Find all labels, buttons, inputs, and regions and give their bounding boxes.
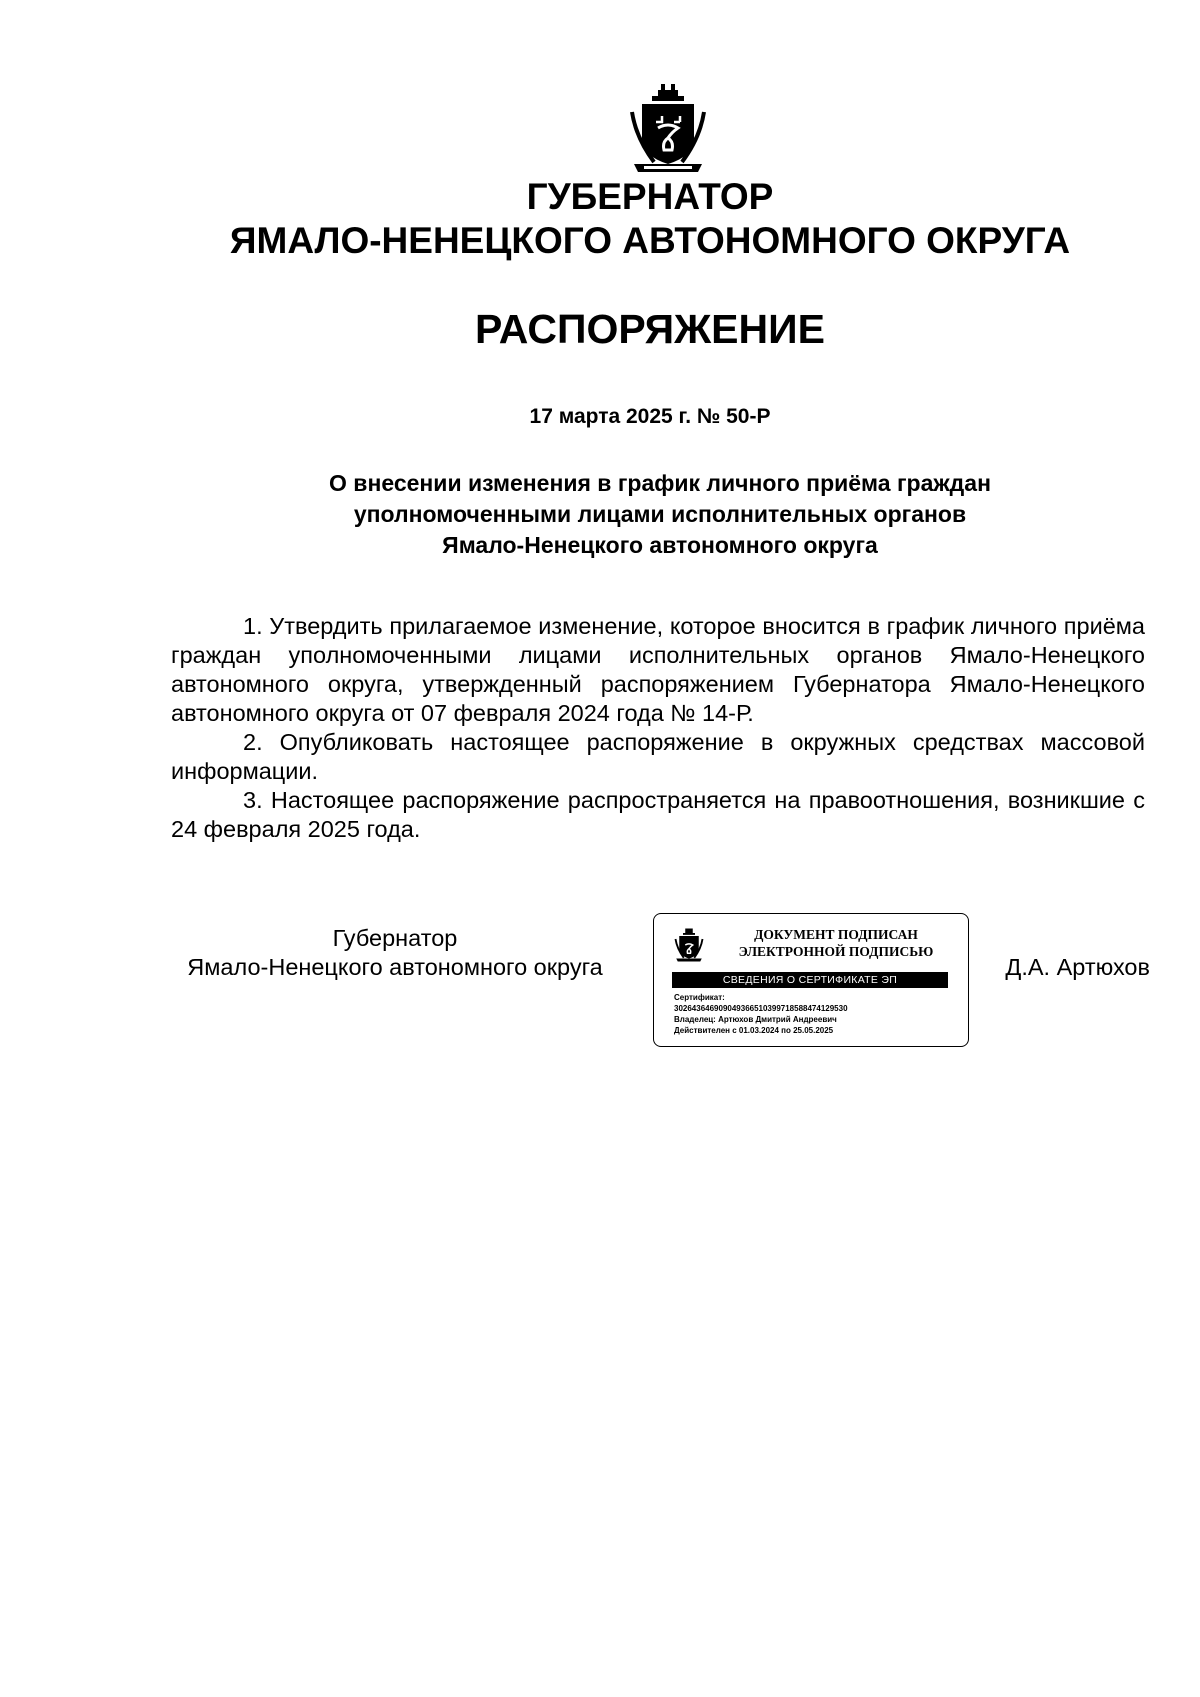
signatory-title-line-1: Губернатор <box>332 925 458 951</box>
certificate-validity: Действителен с 01.03.2024 по 25.05.2025 <box>674 1026 834 1035</box>
body-item-2: 2. Опубликовать настоящее распоряжение в окружных средствах массовой информации. <box>171 729 1145 784</box>
coat-of-arms-icon <box>628 82 708 174</box>
org-line-2: ЯМАЛО-НЕНЕЦКОГО АВТОНОМНОГО ОКРУГА <box>229 220 1071 261</box>
certificate-info-bar: СВЕДЕНИЯ О СЕРТИФИКАТЕ ЭП <box>672 972 948 988</box>
body-item-1: 1. Утвердить прилагаемое изменение, которое вносится в график личного приёма граждан уполномоченными лицами исполнительных органов Ямало-Ненецкого автономного округа, утвержденный распоряжением Губернатора Ямало-Ненецкого автономного округа от 07 февраля 2024 года № 14-Р. <box>171 613 1145 726</box>
document-type: РАСПОРЯЖЕНИЕ <box>475 306 825 352</box>
signatory-title-line-2: Ямало-Ненецкого автономного округа <box>187 954 603 980</box>
body-item-3: 3. Настоящее распоряжение распространяется на правоотношения, возникшие с 24 февраля 2025 года. <box>171 787 1145 842</box>
document-date-number: 17 марта 2025 г. № 50-Р <box>529 405 771 428</box>
stamp-title <box>718 926 954 960</box>
coat-of-arms-small-icon <box>674 926 704 964</box>
certificate-details <box>674 992 964 1036</box>
document-body <box>171 612 1145 844</box>
org-line-1: ГУБЕРНАТОР <box>526 176 774 217</box>
signatory-name: Д.А. Артюхов <box>1005 954 1150 980</box>
subject-line-2: уполномоченными лицами исполнительных органов <box>353 501 967 527</box>
subject-line-1: О внесении изменения в график личного приёма граждан <box>329 470 991 496</box>
signatory-title <box>150 924 640 982</box>
document-subject <box>160 468 1160 561</box>
certificate-owner: Владелец: Артюхов Дмитрий Андреевич <box>674 1015 837 1024</box>
subject-line-3: Ямало-Ненецкого автономного округа <box>442 532 878 558</box>
electronic-signature-stamp <box>653 913 969 1047</box>
certificate-label: Сертификат: <box>674 993 725 1002</box>
certificate-number: 302643646909049366510399718588474129530 <box>674 1004 848 1013</box>
stamp-title-line-1: ДОКУМЕНТ ПОДПИСАН <box>754 927 918 942</box>
issuing-authority <box>150 175 1150 263</box>
stamp-title-line-2: ЭЛЕКТРОННОЙ ПОДПИСЬЮ <box>738 944 934 959</box>
